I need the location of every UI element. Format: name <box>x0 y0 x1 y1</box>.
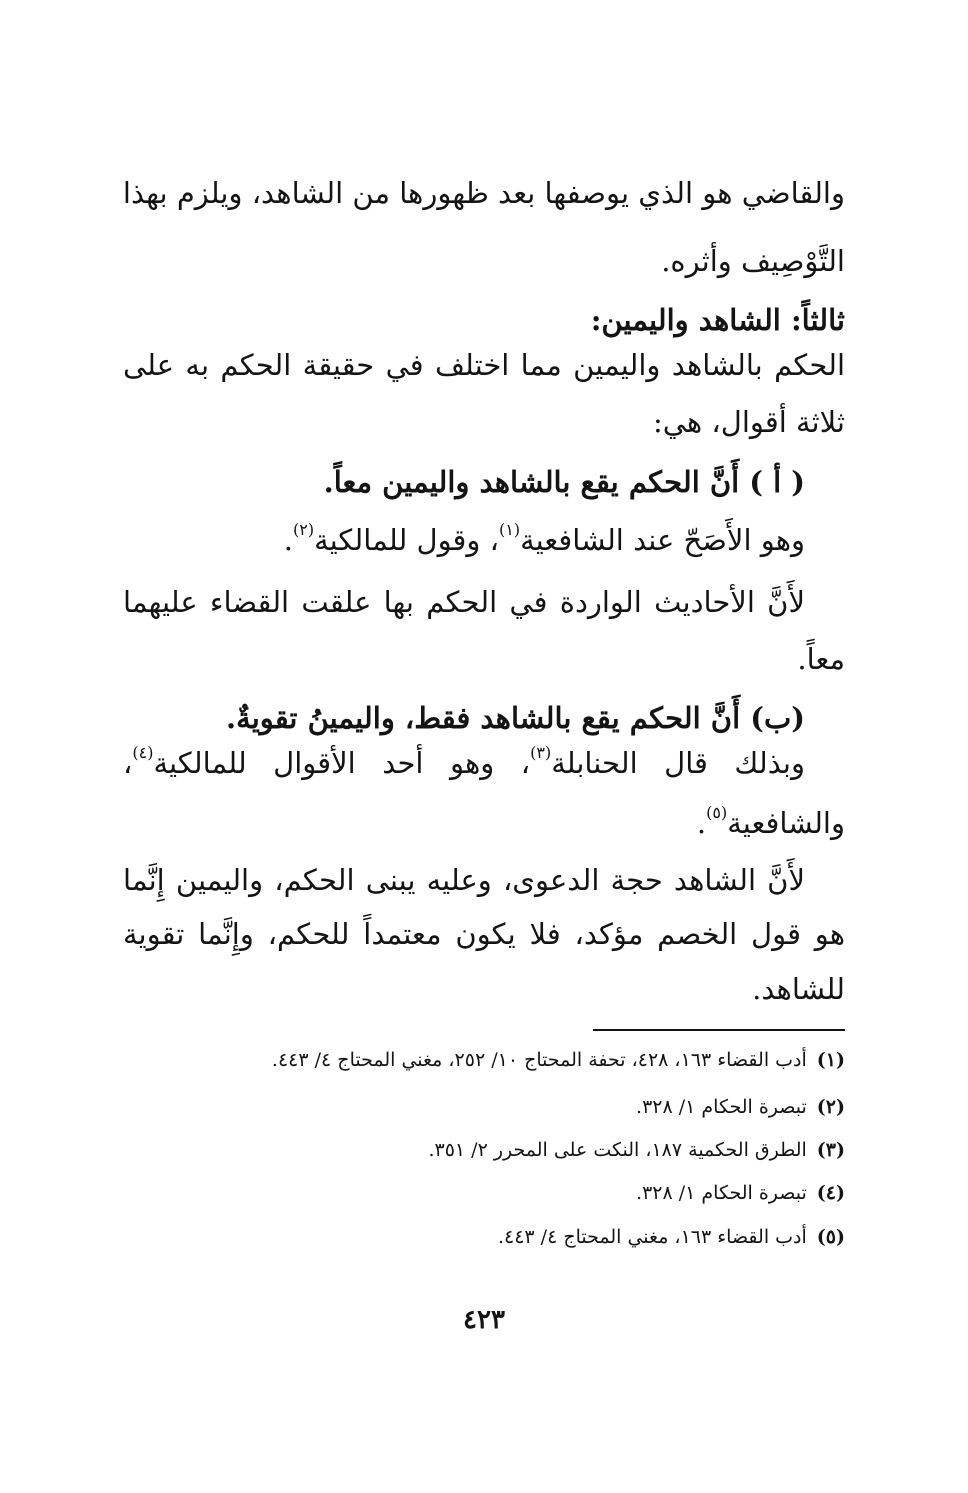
body-line: لأَنَّ الشاهد حجة الدعوى، وعليه يبنى الحكم، واليمين إِنَّما <box>123 863 805 897</box>
section-heading: ثالثاً: الشاهد واليمين: <box>590 303 845 337</box>
footnote-text: تبصرة الحكام ١/ ٣٢٨. <box>636 1182 807 1204</box>
footnote-number: (٣) <box>816 1139 845 1161</box>
text-run: . <box>283 523 293 557</box>
footnote <box>123 1135 845 1165</box>
text-run: وهو الأَصَحّ عند الشافعية <box>520 523 805 557</box>
footnote <box>123 1222 845 1252</box>
body-line: التَّوْصِيف وأثره. <box>661 244 845 278</box>
body-line: هو قول الخصم مؤكد، فلا يكون معتمداً للحكم، وإِنَّما تقوية <box>123 917 845 951</box>
body-line: لأَنَّ الأحاديث الواردة في الحكم بها علقت القضاء عليهما <box>123 585 805 619</box>
footnote-separator <box>593 1029 845 1031</box>
footnote-ref: (١) <box>499 520 521 540</box>
footnote <box>123 1045 845 1075</box>
point-a: ( أ ) أَنَّ الحكم يقع بالشاهد واليمين معاً. <box>323 465 805 499</box>
text-run: ، <box>123 746 133 780</box>
page-number: ٤٢٣ <box>463 1305 505 1335</box>
footnote <box>123 1178 845 1208</box>
footnote-number: (١) <box>816 1049 845 1071</box>
footnote-ref: (٤) <box>132 743 154 763</box>
body-line: للشاهد. <box>752 972 845 1006</box>
footnote-number: (٤) <box>816 1182 845 1204</box>
body-line <box>123 741 805 785</box>
footnote-ref: (٥) <box>706 803 728 823</box>
body-line: معاً. <box>797 642 845 676</box>
point-b: (ب) أَنَّ الحكم يقع بالشاهد فقط، واليمينُ تقويةٌ. <box>226 701 805 735</box>
footnote-ref: (٣) <box>530 743 552 763</box>
body-line: والقاضي هو الذي يوصفها بعد ظهورها من الشاهد، ويلزم بهذا <box>122 176 845 210</box>
text-run: وبذلك قال الحنابلة <box>551 746 805 780</box>
text-run: . <box>696 806 707 840</box>
footnote <box>123 1092 845 1122</box>
body-line <box>123 801 845 845</box>
text-run: ، وهو أحد الأقوال للمالكية <box>153 746 531 780</box>
footnote-ref: (٢) <box>293 520 315 540</box>
footnote-number: (٢) <box>816 1096 845 1118</box>
body-line <box>123 518 805 562</box>
footnote-number: (٥) <box>816 1226 845 1248</box>
text-run: والشافعية <box>727 806 845 840</box>
footnote-text: تبصرة الحكام ١/ ٣٢٨. <box>636 1096 807 1118</box>
text-run: ، وقول للمالكية <box>314 523 499 557</box>
body-line: ثلاثة أقوال، هي: <box>652 405 845 439</box>
footnote-text: أدب القضاء ١٦٣، مغني المحتاج ٤/ ٤٤٣. <box>497 1226 807 1248</box>
body-line: الحكم بالشاهد واليمين مما اختلف في حقيقة الحكم به على <box>123 348 845 382</box>
footnote-text: الطرق الحكمية ١٨٧، النكت على المحرر ٢/ ٣٥١. <box>428 1139 807 1161</box>
footnote-text: أدب القضاء ١٦٣، ٤٢٨، تحفة المحتاج ١٠/ ٢٥٢، مغني المحتاج ٤/ ٤٤٣. <box>271 1049 807 1071</box>
